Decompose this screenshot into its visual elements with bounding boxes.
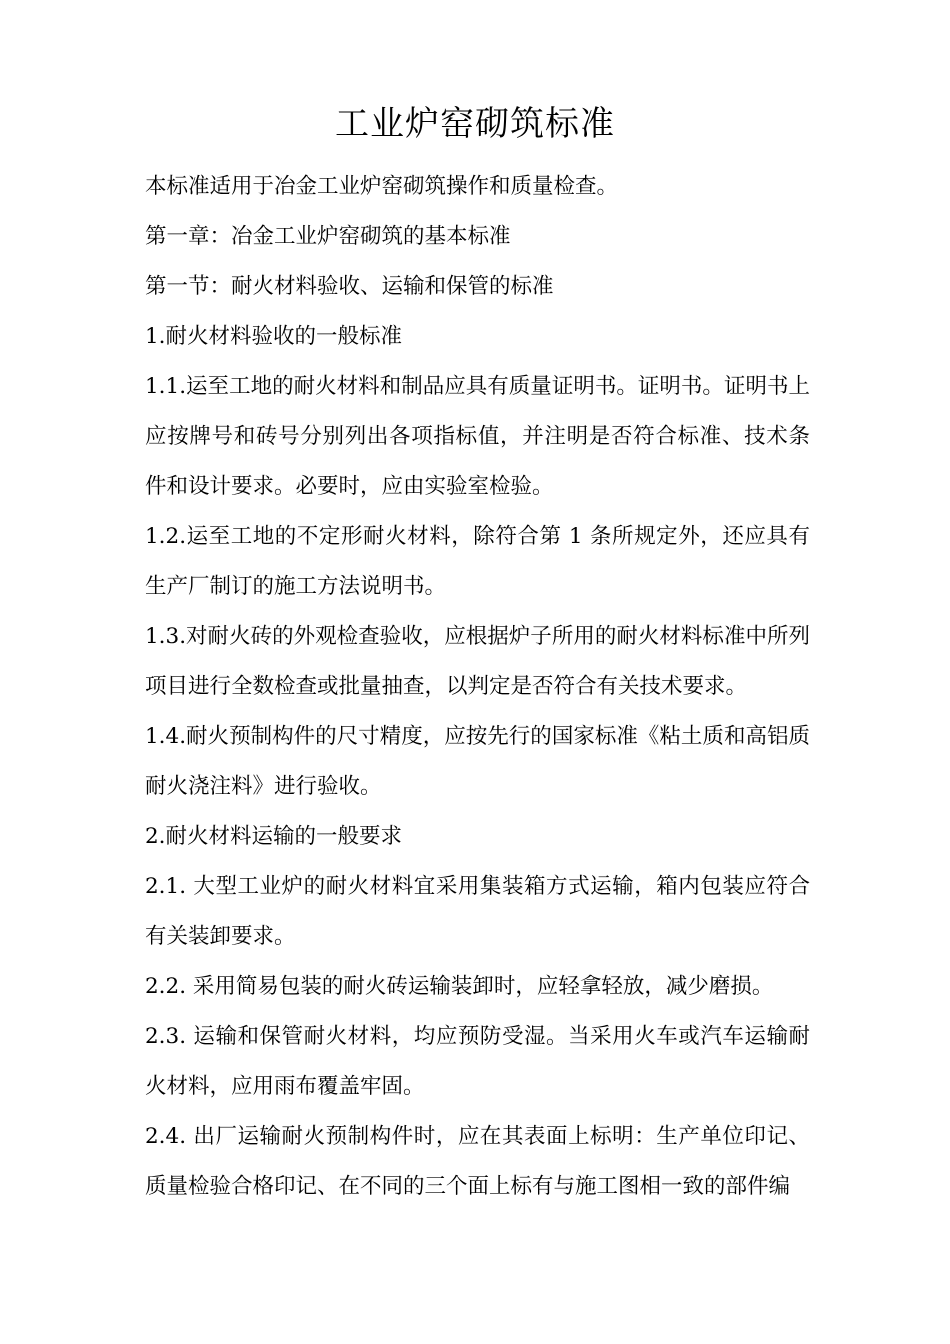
item-heading-1: 1.耐火材料验收的一般标准 (145, 324, 403, 349)
item-heading-2: 2.耐火材料运输的一般要求 (145, 824, 403, 849)
document-title: 工业炉窑砌筑标准 (335, 104, 615, 144)
clause-2-3: 2.3. 运输和保管耐火材料，均应预防受湿。当采用火车或汽车运输耐火材料，应用雨布覆盖牢固。 (145, 1024, 810, 1099)
clause-2-2: 2.2. 采用简易包装的耐火砖运输装卸时，应轻拿轻放，减少磨损。 (145, 974, 774, 999)
clause-1-4: 1.4.耐火预制构件的尺寸精度，应按先行的国家标准《粘土质和高铝质耐火浇注料》进行验收。 (145, 724, 810, 799)
clause-1-1: 1.1.运至工地的耐火材料和制品应具有质量证明书。证明书。证明书上应按牌号和砖号分别列出各项指标值，并注明是否符合标准、技术条件和设计要求。必要时，应由实验室检验。 (145, 374, 810, 499)
clause-2-1: 2.1. 大型工业炉的耐火材料宜采用集装箱方式运输，箱内包装应符合有关装卸要求。 (145, 874, 810, 949)
clause-1-2: 1.2.运至工地的不定形耐火材料，除符合第 1 条所规定外，还应具有生产厂制订的施工方法说明书。 (145, 524, 810, 599)
document-body (145, 162, 810, 1212)
chapter-heading: 第一章：冶金工业炉窑砌筑的基本标准 (145, 224, 511, 249)
clause-1-3: 1.3.对耐火砖的外观检查验收，应根据炉子所用的耐火材料标准中所列项目进行全数检查或批量抽查，以判定是否符合有关技术要求。 (145, 624, 810, 699)
scope-paragraph: 本标准适用于冶金工业炉窑砌筑操作和质量检查。 (145, 174, 619, 199)
section-heading: 第一节：耐火材料验收、运输和保管的标准 (145, 274, 554, 299)
clause-2-4: 2.4. 出厂运输耐火预制构件时，应在其表面上标明：生产单位印记、质量检验合格印记、在不同的三个面上标有与施工图相一致的部件编 (145, 1124, 810, 1199)
